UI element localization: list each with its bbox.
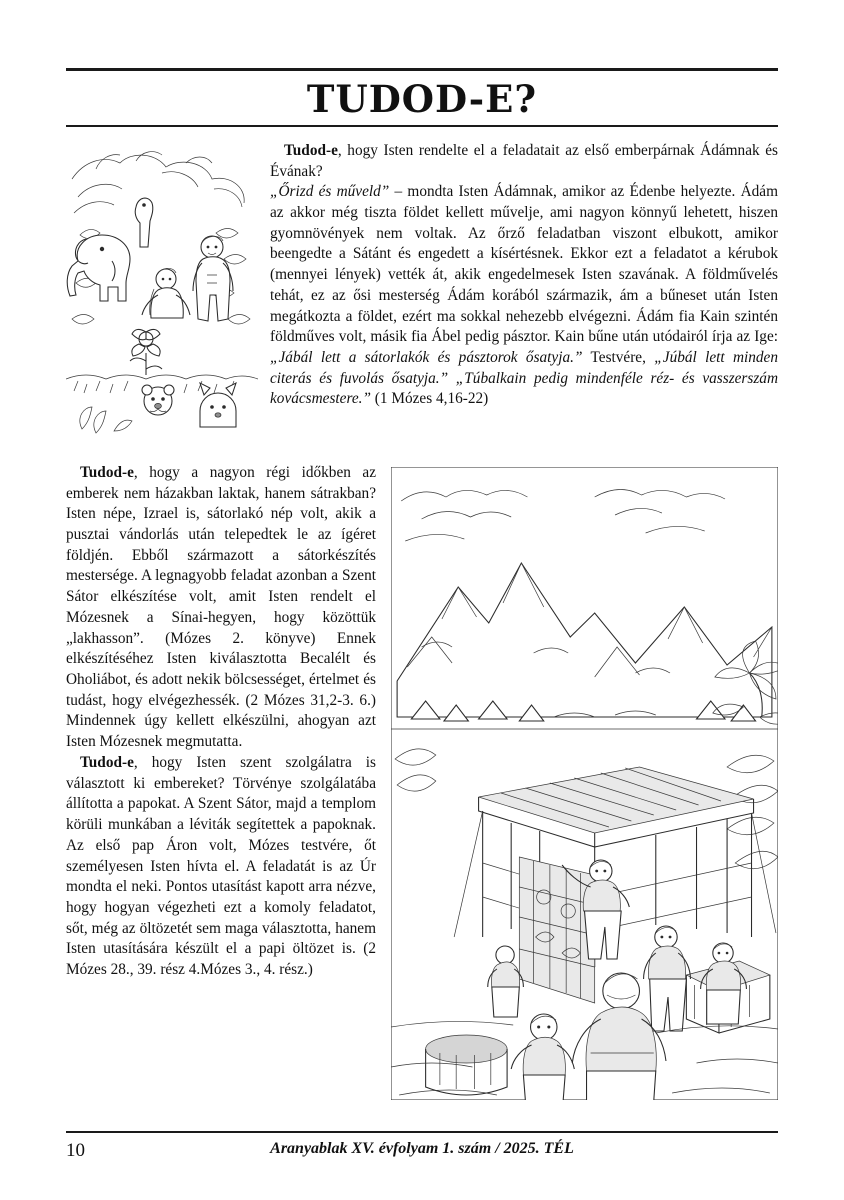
eden-garden-artwork bbox=[66, 143, 258, 448]
paragraph-2-lead: Tudod-e bbox=[80, 463, 134, 481]
page-title: TUDOD-E? bbox=[306, 77, 538, 121]
paragraph-1-quote-3: „Júbál lett minden citerás és fuvolás ősatyja.” „Túbalkain pedig mindenféle réz- és vasszerszám kovácsmestere.” bbox=[270, 349, 778, 408]
paragraph-1-quote-1: „Őrizd és műveld” bbox=[270, 183, 390, 201]
footer-issue-text: Aranyablak XV. évfolyam 1. szám / 2025. TÉL bbox=[270, 1140, 574, 1157]
lower-section bbox=[66, 463, 778, 1100]
paragraph-1-lead: Tudod-e bbox=[284, 141, 338, 159]
eden-garden-illustration bbox=[66, 143, 258, 448]
paragraph-1-text-3: Testvére, bbox=[582, 349, 655, 367]
top-section bbox=[66, 141, 778, 452]
paragraph-3 bbox=[66, 753, 376, 981]
footer-rule bbox=[66, 1131, 778, 1133]
illustration-column bbox=[391, 463, 778, 1100]
paragraph-3-lead: Tudod-e bbox=[80, 753, 134, 771]
title-rule-bottom bbox=[66, 125, 778, 127]
page-number: 10 bbox=[66, 1140, 85, 1161]
paragraph-1-text-1: , hogy Isten rendelte el a feladatait az első emberpárnak Ádámnak és Évának? bbox=[270, 141, 778, 180]
article-body bbox=[66, 141, 778, 1100]
page-footer bbox=[66, 1131, 778, 1162]
paragraph-2 bbox=[66, 463, 376, 753]
paragraph-2-text: , hogy a nagyon régi időkben az emberek nem házakban laktak, hanem sátrakban? Isten népe, Izrael is, sátorlakó nép volt, akik a pusztai vándorlás után telepedtek le az ígéret földjén. Ebből származott a sátorkészítés mestersége. A legnagyobb feladat azonban a Szent Sátor elkészítése volt, amit Isten rendelt el Mózesnek a Sínai-hegyen, hogy közöttük „lakhasson”. (Mózes 2. könyve) Ennek elkészítéséhez Isten kiválasztotta Becalélt és Oholiábot, és adott nekik bölcsességet, értelmet és tudást, hogy elvégezhessék. (2 Mózes 31,2-3. 6.) Mindennek úgy kellett elkészülni, ahogyan azt Isten Mózesnek megmutatta. bbox=[66, 463, 376, 751]
paragraph-1-text-4: (1 Mózes 4,16-22) bbox=[370, 390, 489, 408]
paragraph-1-quote-2: „Jábál lett a sátorlakók és pásztorok ősatyja.” bbox=[270, 349, 583, 367]
tabernacle-construction-illustration bbox=[391, 467, 778, 1100]
paragraph-1-text-2: – mondta Isten Ádámnak, amikor az Édenbe helyezte. Ádám az akkor még tiszta földet kellett művelje, ami nagyon könnyű lehetett, hiszen gyomnövények nem voltak. Az őrző feladatban viszont elbukott, amikor beengedte a Sátánt és engedett a kísértésnek. Ekkor ezt a feladatot a kérubok (mennyei lények) vették át, akik engedelmesek Isten szavának. A földművelés tehát, ez az ősi mesterség Ádám korából származik, ám a bűneset után Isten megátkozta a földet, ezért ma sokkal nehezebb elvégezni. Ádám fia Kain szintén földműves volt, másik fia Ábel pedig pásztor. Kain bűne után utódairól írja az Ige: bbox=[270, 183, 778, 346]
paragraph-3-text: , hogy Isten szent szolgálatra is választott ki embereket? Törvénye szolgálatába állította a papokat. A Szent Sátor, majd a templom körüli munkában a léviták segítettek a papoknak. Az első pap Áron volt, Mózes testvére, őt személyesen Isten hívta el. A feladatát is az Úr mondta el neki. Pontos utasítást kapott arra nézve, hogy hogyan végezheti ezt a komoly feladatot, sőt, még az öltözetét sem maga választotta, hanem Isten utasítására készült el a papi öltözet is. (2 Mózes 28., 39. rész 4.Mózes 3., 4. rész.) bbox=[66, 753, 376, 979]
text-column bbox=[66, 463, 376, 1100]
footer-row bbox=[66, 1140, 778, 1162]
tabernacle-construction-artwork bbox=[391, 467, 778, 1100]
